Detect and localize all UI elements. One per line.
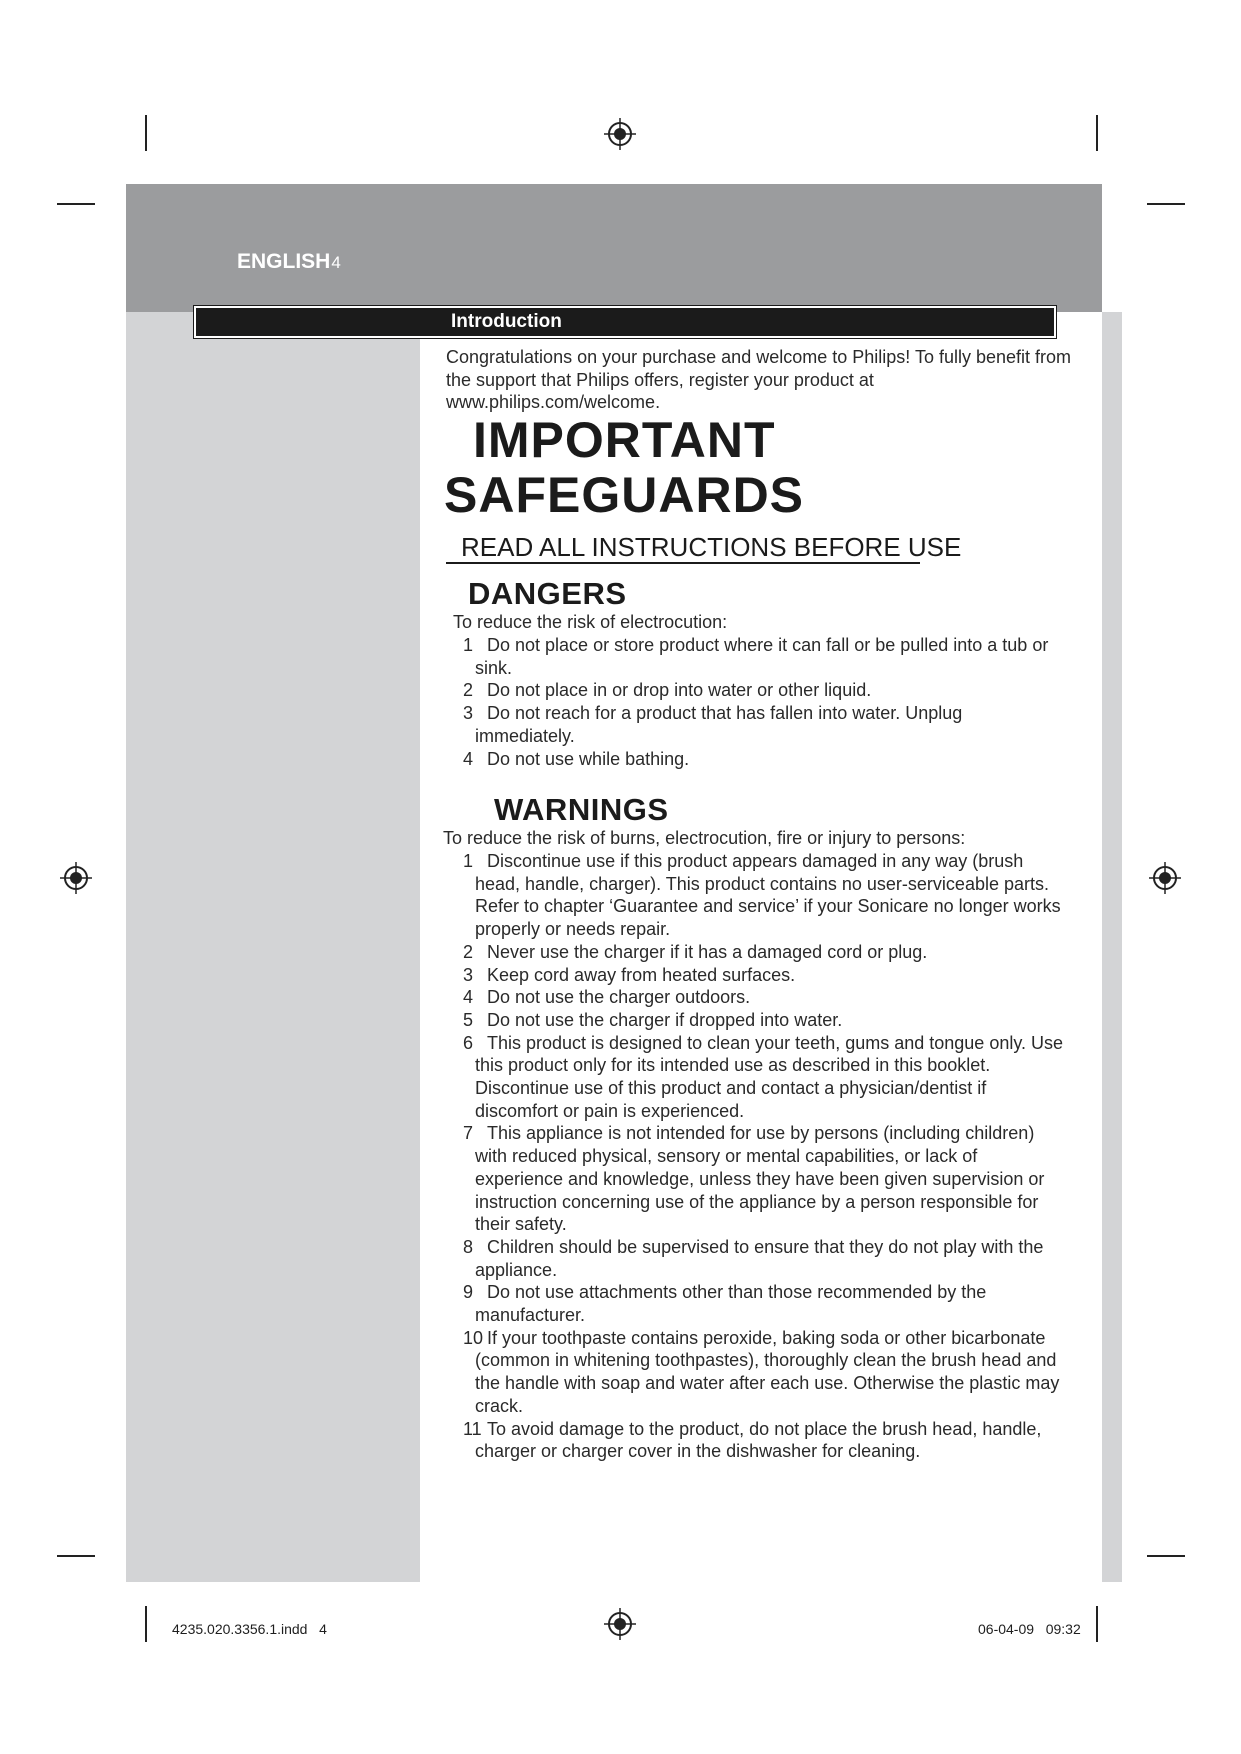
warnings-heading: WARNINGS [494, 792, 669, 827]
section-title: Introduction [451, 311, 562, 332]
warnings-list [453, 850, 1065, 1463]
registration-mark-icon [603, 1607, 637, 1641]
subtitle-rule [446, 562, 920, 564]
crop-mark-bottom-right [1096, 1606, 1098, 1642]
safeguards-title-line1: IMPORTANT [473, 412, 776, 468]
list-item: 5 Do not use the charger if dropped into water. [463, 1009, 843, 1030]
crop-mark-top-left [145, 115, 147, 151]
intro-paragraph: Congratulations on your purchase and welcome to Philips! To fully benefit from the support that Philips offers, register your product at www.philips.com/welcome. [446, 347, 1072, 413]
list-item: 11 To avoid damage to the product, do not place the brush head, handle, charger or charger cover in the dishwasher for cleaning. [463, 1418, 1042, 1462]
list-item: 6 This product is designed to clean your teeth, gums and tongue only. Use this product only for its intended use as described in this booklet. Discontinue use of this product and contact a physician/dentist if discomfort or pain is experienced. [463, 1032, 1064, 1121]
footer-datetime: 06-04-09 09:32 [978, 1621, 1081, 1637]
crop-mark-right-top [1147, 203, 1185, 205]
page-label [237, 250, 341, 274]
footer-file-info: 4235.020.3356.1.indd 4 [172, 1621, 327, 1637]
dangers-heading: DANGERS [468, 576, 627, 611]
list-item: 1 Do not place or store product where it can fall or be pulled into a tub or sink. [463, 635, 1049, 678]
list-item: 3 Keep cord away from heated surfaces. [463, 964, 796, 985]
list-item: 3 Do not reach for a product that has fallen into water. Unplug immediately. [463, 703, 963, 746]
list-item: 8 Children should be supervised to ensure that they do not play with the appliance. [463, 1236, 1044, 1280]
list-item: 1 Discontinue use if this product appears damaged in any way (brush head, handle, charger). This product contains no user-serviceable parts. Refer to chapter ‘Guarantee and service’ if your Sonicare no longer works properly or needs repair. [463, 851, 1061, 940]
crop-mark-left-top [57, 203, 95, 205]
crop-mark-top-right [1096, 115, 1098, 151]
dangers-list [453, 634, 1053, 770]
safeguards-title-line2: SAFEGUARDS [444, 467, 805, 523]
warnings-lead: To reduce the risk of burns, electrocution, fire or injury to persons: [443, 828, 966, 848]
list-item: 9 Do not use attachments other than those recommended by the manufacturer. [463, 1282, 987, 1326]
registration-mark-icon [1148, 861, 1182, 895]
page-number: 4 [331, 253, 341, 272]
registration-mark-icon [59, 861, 93, 895]
right-edge-strip [1102, 312, 1122, 1582]
list-item: 7 This appliance is not intended for use by persons (including children) with reduced physical, sensory or mental capabilities, or lack of experience and knowledge, unless they have been given supervision or instruction concerning use of the appliance by a person responsible for their safety. [463, 1123, 1045, 1235]
registration-mark-icon [603, 117, 637, 151]
language-label: ENGLISH [237, 250, 331, 273]
safeguards-subtitle: READ ALL INSTRUCTIONS BEFORE USE [461, 532, 962, 562]
dangers-lead: To reduce the risk of electrocution: [453, 612, 728, 632]
side-panel [126, 312, 420, 1582]
list-item: 4 Do not use while bathing. [463, 748, 690, 769]
list-item: 10 If your toothpaste contains peroxide, baking soda or other bicarbonate (common in whitening toothpastes), thoroughly clean the brush head and the handle with soap and water after each use. Otherwise the plastic may crack. [463, 1327, 1060, 1416]
section-bar [194, 306, 1056, 338]
header-bar [126, 184, 1102, 312]
crop-mark-right-bottom [1147, 1555, 1185, 1557]
crop-mark-bottom-left [145, 1606, 147, 1642]
crop-mark-left-bottom [57, 1555, 95, 1557]
list-item: 2 Do not place in or drop into water or other liquid. [463, 680, 872, 701]
list-item: 4 Do not use the charger outdoors. [463, 987, 751, 1008]
list-item: 2 Never use the charger if it has a damaged cord or plug. [463, 941, 928, 962]
